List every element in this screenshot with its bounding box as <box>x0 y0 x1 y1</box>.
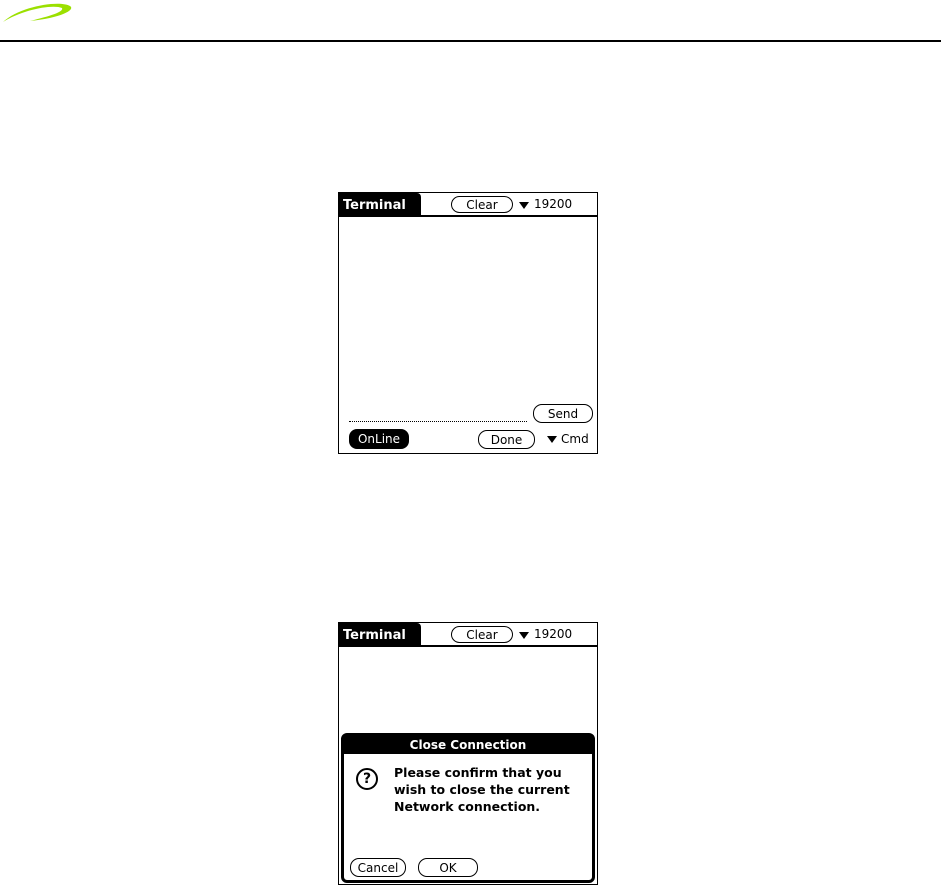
cmd-select[interactable]: Cmd <box>561 432 589 446</box>
title-rule <box>339 645 597 647</box>
cancel-button[interactable]: Cancel <box>350 858 406 877</box>
triangle-down-icon[interactable] <box>519 632 529 639</box>
clear-button[interactable]: Clear <box>451 196 513 213</box>
dialog-message: Please confirm that you wish to close the current Network connection. <box>394 765 570 814</box>
terminal-close-screen <box>338 622 598 885</box>
baud-rate-select[interactable]: 19200 <box>534 197 573 211</box>
ok-button[interactable]: OK <box>418 858 478 877</box>
header-divider <box>0 40 941 42</box>
done-button[interactable]: Done <box>478 430 535 449</box>
title-bar <box>339 193 597 217</box>
dialog-title: Close Connection <box>344 736 592 754</box>
baud-rate-select[interactable]: 19200 <box>534 627 573 641</box>
question-icon: ? <box>356 768 378 790</box>
app-title: Terminal <box>339 623 421 647</box>
title-bar <box>339 623 597 647</box>
triangle-down-icon[interactable] <box>519 202 529 209</box>
app-title: Terminal <box>339 193 421 217</box>
send-button[interactable]: Send <box>533 404 593 423</box>
triangle-down-icon[interactable] <box>547 436 557 443</box>
terminal-screen <box>338 192 598 454</box>
command-input[interactable] <box>349 421 527 422</box>
close-connection-dialog <box>341 733 595 883</box>
title-rule <box>339 215 597 217</box>
online-button[interactable]: OnLine <box>349 429 409 449</box>
clear-button[interactable]: Clear <box>451 626 513 643</box>
brand-logo-icon <box>0 0 80 30</box>
